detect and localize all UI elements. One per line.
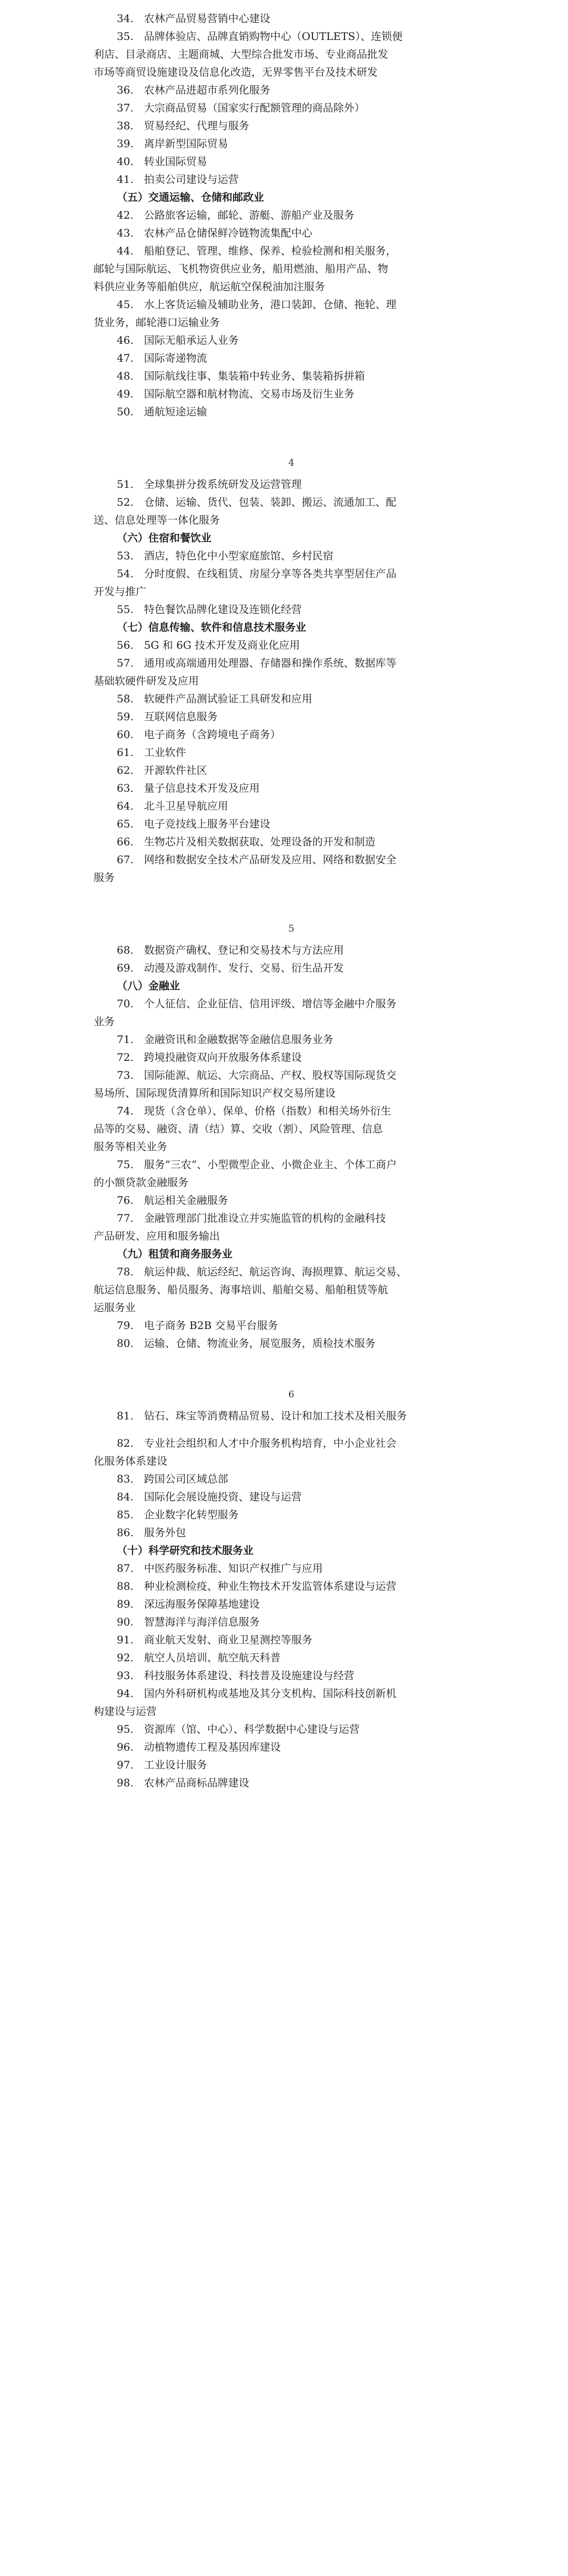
- list-item: 87. 中医药服务标准、知识产权推广与应用: [117, 1562, 323, 1575]
- list-item: 98. 农林产品商标品牌建设: [117, 1776, 249, 1789]
- list-item: 40. 转业国际贸易: [117, 155, 207, 168]
- list-item: 34. 农林产品贸易营销中心建设: [117, 12, 270, 25]
- list-item: 35. 品牌体验店、品牌直销购物中心（OUTLETS）、连锁便: [117, 30, 403, 43]
- list-item: 63. 量子信息技术开发及应用: [117, 782, 260, 794]
- list-item: 88. 种业检测检疫、种业生物技术开发监管体系建设与运营: [117, 1580, 397, 1592]
- list-item: 60. 电子商务（含跨境电子商务）: [117, 728, 281, 741]
- list-item: 59. 互联网信息服务: [117, 710, 218, 723]
- list-item: 52. 仓储、运输、货代、包装、装卸、搬运、流通加工、配: [117, 496, 397, 508]
- list-item: 85. 企业数字化转型服务: [117, 1508, 239, 1521]
- list-item: 53. 酒店，特色化中小型家庭旅馆、乡村民宿: [117, 549, 333, 562]
- page-block: [94, 886, 489, 1352]
- page-number: 6: [288, 1389, 295, 1400]
- list-item: 70. 个人征信、企业征信、信用评级、增信等金融中介服务: [117, 997, 397, 1010]
- page-number: 4: [288, 457, 295, 468]
- list-item: 90. 智慧海洋与海洋信息服务: [117, 1616, 260, 1628]
- list-item: 84. 国际化会展设施投资、建设与运营: [117, 1490, 302, 1503]
- list-item: 83. 跨国公司区域总部: [117, 1473, 228, 1485]
- section-heading: （九）租赁和商务服务业: [117, 1248, 232, 1260]
- list-item: 51. 全球集拼分拨系统研发及运营管理: [117, 478, 302, 490]
- list-item: 38. 贸易经纪、代理与服务: [117, 119, 249, 132]
- list-item: 93. 科技服务体系建设、科技普及设施建设与经营: [117, 1669, 354, 1682]
- list-item: 86. 服务外包: [117, 1526, 186, 1539]
- list-item: 71. 金融资讯和金融数据等金融信息服务业务: [117, 1033, 333, 1046]
- list-item: 49. 国际航空器和航材物流、交易市场及衍生业务: [117, 387, 354, 400]
- list-item-continuation: 料供应业务等船舶供应，航运航空保税油加注服务: [94, 280, 325, 293]
- list-item: 81. 钻石、珠宝等消费精品贸易、设计和加工技术及相关服务: [117, 1409, 407, 1422]
- list-item: 89. 深远海服务保障基地建设: [117, 1598, 260, 1610]
- section-heading: （六）住宿和餐饮业: [117, 531, 211, 544]
- list-item: 47. 国际寄递物流: [117, 352, 207, 364]
- section-heading: （十）科学研究和技术服务业: [117, 1544, 253, 1557]
- list-item: 94. 国内外科研机构或基地及其分支机构、国际科技创新机: [117, 1687, 397, 1700]
- list-item: 67. 网络和数据安全技术产品研发及应用、网络和数据安全: [117, 853, 397, 866]
- list-item: 92. 航空人员培训、航空航天科普: [117, 1651, 281, 1664]
- list-item: 57. 通用或高端通用处理器、存储器和操作系统、数据库等: [117, 657, 397, 669]
- list-item: 76. 航运相关金融服务: [117, 1194, 228, 1207]
- list-item: 68. 数据资产确权、登记和交易技术与方法应用: [117, 944, 344, 956]
- list-item: 36. 农林产品进超市系列化服务: [117, 84, 270, 96]
- section-heading: （五）交通运输、仓储和邮政业: [117, 191, 264, 203]
- list-item-continuation: 利店、目录商店、主题商城、大型综合批发市场、专业商品批发: [94, 48, 388, 60]
- list-item: 54. 分时度假、在线租赁、房屋分享等各类共享型居住产品: [117, 567, 397, 580]
- list-item: 41. 拍卖公司建设与运营: [117, 173, 239, 186]
- list-item-continuation: 市场等商贸设施建设及信息化改造，无界零售平台及技术研发: [94, 66, 378, 78]
- list-item: 82. 专业社会组织和人才中介服务机构培育，中小企业社会: [117, 1437, 397, 1449]
- list-item: 44. 船舶登记、管理、维修、保养、检验检测和相关服务，: [117, 244, 397, 257]
- list-item: 55. 特色餐饮品牌化建设及连锁化经营: [117, 603, 302, 616]
- list-item: 65. 电子竞技线上服务平台建设: [117, 817, 270, 830]
- list-item: 45. 水上客货运输及辅助业务，港口装卸、仓储、拖轮、理: [117, 298, 397, 311]
- list-item-continuation: 航运信息服务、船员服务、海事培训、船舶交易、船舶租赁等航: [94, 1283, 388, 1296]
- page-block: [94, 421, 489, 886]
- list-item: 58. 软硬件产品测试验证工具研发和应用: [117, 692, 312, 705]
- page-number: 5: [288, 923, 295, 934]
- list-item: 62. 开源软件社区: [117, 764, 207, 776]
- spacer: [94, 1425, 489, 1434]
- list-item-continuation: 服务: [94, 871, 115, 884]
- list-item: 79. 电子商务 B2B 交易平台服务: [117, 1319, 278, 1332]
- list-item: 64. 北斗卫星导航应用: [117, 800, 228, 812]
- list-item: 80. 运输、仓储、物流业务，展览服务，质检技术服务: [117, 1337, 376, 1350]
- list-item: 46. 国际无船承运人业务: [117, 334, 239, 346]
- list-item: 43. 农林产品仓储保鲜冷链物流集配中心: [117, 227, 312, 239]
- list-item: 77. 金融管理部门批准设立并实施监管的机构的金融科技: [117, 1212, 386, 1224]
- list-item: 78. 航运仲裁、航运经纪、航运咨询、海损理算、航运交易、: [117, 1265, 407, 1278]
- list-item-continuation: 邮轮与国际航运、飞机物资供应业务，船用燃油、船用产品、物: [94, 262, 388, 275]
- list-item-continuation: 服务等相关业务: [94, 1140, 167, 1153]
- list-item: 61. 工业软件: [117, 746, 186, 759]
- list-item-continuation: 送、信息处理等一体化服务: [94, 514, 220, 526]
- list-item-continuation: 货业务，邮轮港口运输业务: [94, 316, 220, 329]
- list-item-continuation: 的小额贷款金融服务: [94, 1176, 188, 1189]
- list-item: 39. 离岸新型国际贸易: [117, 137, 228, 150]
- page-block: [94, 1352, 489, 1792]
- list-item-continuation: 易场所、国际现货清算所和国际知识产权交易所建设: [94, 1087, 336, 1099]
- list-item-continuation: 品等的交易、融资、清（结）算、交收（割）、风险管理、信息: [94, 1122, 383, 1135]
- list-item: 56. 5G 和 6G 技术开发及商业化应用: [117, 639, 300, 651]
- list-item: 42. 公路旅客运输，邮轮、游艇、游船产业及服务: [117, 209, 354, 221]
- list-item: 37. 大宗商品贸易（国家实行配额管理的商品除外）: [117, 101, 365, 114]
- list-item: 96. 动植物遗传工程及基因库建设: [117, 1741, 281, 1753]
- list-item-continuation: 运服务业: [94, 1301, 136, 1314]
- list-item-continuation: 化服务体系建设: [94, 1455, 167, 1467]
- list-item: 72. 跨境投融资双向开放服务体系建设: [117, 1051, 302, 1064]
- list-item: 74. 现货（含仓单）、保单、价格（指数）和相关场外衍生: [117, 1105, 391, 1117]
- page-block: [94, 0, 489, 421]
- list-item: 66. 生物芯片及相关数据获取、处理设备的开发和制造: [117, 835, 376, 848]
- section-heading: （八）金融业: [117, 979, 180, 992]
- list-item-continuation: 业务: [94, 1015, 115, 1028]
- list-item: 97. 工业设计服务: [117, 1759, 207, 1771]
- list-item: 50. 通航短途运输: [117, 405, 207, 418]
- list-item: 95. 资源库（馆、中心）、科学数据中心建设与运营: [117, 1723, 360, 1735]
- list-item-continuation: 构建设与运营: [94, 1705, 157, 1718]
- list-item-continuation: 基础软硬件研发及应用: [94, 674, 199, 687]
- list-item-continuation: 开发与推广: [94, 585, 146, 598]
- list-item: 73. 国际能源、航运、大宗商品、产权、股权等国际现货交: [117, 1069, 397, 1081]
- list-item: 75. 服务“三农”、小型微型企业、小微企业主、个体工商户: [117, 1158, 397, 1171]
- list-item: 69. 动漫及游戏制作、发行、交易、衍生品开发: [117, 962, 344, 974]
- list-item: 91. 商业航天发射、商业卫星测控等服务: [117, 1633, 312, 1646]
- list-item-continuation: 产品研发、应用和服务输出: [94, 1230, 220, 1242]
- section-heading: （七）信息传输、软件和信息技术服务业: [117, 621, 306, 633]
- list-item: 48. 国际航线往事、集装箱中转业务、集装箱拆拼箱: [117, 370, 365, 382]
